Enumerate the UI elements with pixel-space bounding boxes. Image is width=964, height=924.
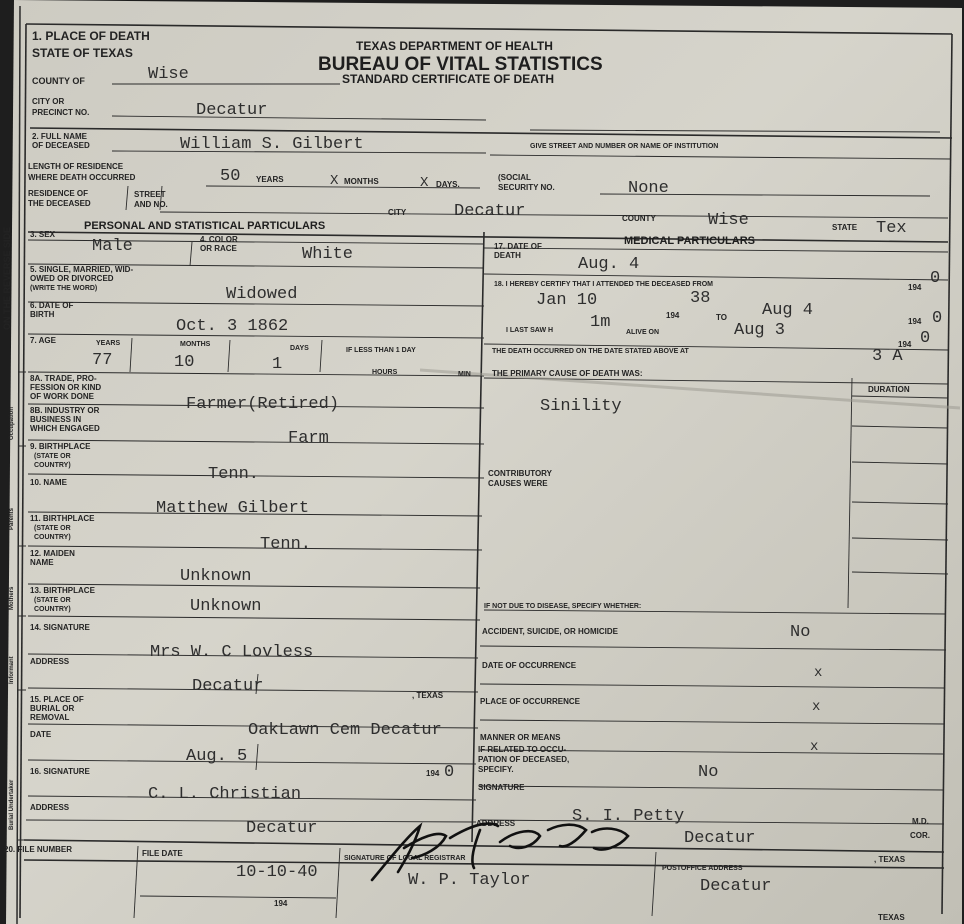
label-social-1: (SOCIAL — [498, 173, 531, 182]
label-primary-cause: THE PRIMARY CAUSE OF DEATH WAS: — [492, 369, 643, 378]
label-burial-1: 15. PLACE OF — [30, 695, 84, 704]
label-industry-3: WHICH ENGAGED — [30, 424, 100, 433]
label-place-of-death: 1. PLACE OF DEATH — [32, 29, 150, 43]
value-full-name: William S. Gilbert — [180, 135, 364, 154]
value-file-date: 10-10-40 — [236, 863, 318, 882]
label-length-res-1: LENGTH OF RESIDENCE — [28, 162, 124, 171]
value-social-security: None — [628, 179, 669, 198]
label-date: DATE — [30, 730, 52, 739]
heading-medical: MEDICAL PARTICULARS — [624, 235, 755, 247]
label-address: ADDRESS — [30, 657, 70, 666]
label-age-hours: HOURS — [372, 369, 398, 376]
label-contributory-2: CAUSES WERE — [488, 479, 548, 488]
label-duration: DURATION — [868, 385, 910, 394]
label-place-occurrence: PLACE OF OCCURRENCE — [480, 697, 581, 706]
label-marital-2: OWED OR DIVORCED — [30, 274, 114, 283]
label-to: TO — [716, 313, 727, 322]
label-related-2: PATION OF DECEASED, — [478, 755, 570, 764]
label-dod-2: DEATH — [494, 251, 521, 260]
label-maiden-1: 12. MAIDEN — [30, 549, 75, 558]
label-maiden-2: NAME — [30, 558, 54, 567]
label-related-3: SPECIFY. — [478, 765, 514, 774]
label-dob-2: BIRTH — [30, 310, 55, 319]
label-md: M.D. — [912, 817, 929, 826]
value-age-months: 10 — [174, 353, 195, 372]
label-postoffice: POSTOFFICE ADDRESS — [662, 865, 743, 872]
label-full-name-2: OF DECEASED — [32, 141, 90, 150]
label-industry-1: 8B. INDUSTRY OR — [30, 406, 100, 415]
label-texas-m: , TEXAS — [874, 855, 906, 864]
value-primary-cause: Sinility — [540, 397, 622, 416]
value-physician: S. I. Petty — [572, 807, 685, 826]
value-race: White — [302, 245, 354, 264]
label-date-occurrence: DATE OF OCCURRENCE — [482, 661, 577, 670]
label-father-bp-2: (STATE OR — [34, 525, 71, 532]
value-res-city: Decatur — [454, 202, 526, 221]
value-burial-date: Aug. 5 — [186, 747, 248, 766]
value-attended-from-year: 38 — [690, 289, 711, 308]
value-death-year: 0 — [930, 269, 941, 288]
label-age-days: DAYS — [290, 345, 309, 352]
value-last-saw: 1m — [590, 313, 611, 332]
label-contributory-1: CONTRIBUTORY — [488, 469, 552, 478]
label-address-2: ADDRESS — [30, 803, 70, 812]
label-state-of-texas: STATE OF TEXAS — [32, 46, 133, 60]
value-last-alive-year: 0 — [920, 329, 931, 348]
label-year-prefix-2: 194 — [666, 311, 680, 320]
label-accident: ACCIDENT, SUICIDE, OR HOMICIDE — [482, 627, 619, 636]
value-father-birthplace: Tenn. — [260, 535, 312, 554]
label-color-2: OR RACE — [200, 244, 237, 253]
label-county-of: COUNTY OF — [32, 76, 85, 86]
label-file-number: 20. FILE NUMBER — [4, 845, 73, 854]
label-signature-14: 14. SIGNATURE — [30, 623, 90, 632]
value-occupation: Farmer(Retired) — [186, 395, 340, 414]
value-birthplace: Tenn. — [208, 465, 260, 484]
value-county: Wise — [148, 65, 189, 84]
label-give-street: GIVE STREET AND NUMBER OR NAME OF INSTITUTION — [530, 143, 719, 150]
label-year-prefix-4: 194 — [898, 340, 912, 349]
label-file-year: 194 — [274, 899, 288, 908]
label-texas: , TEXAS — [412, 691, 444, 700]
label-birthplace-2: (STATE OR — [34, 453, 71, 460]
label-state: STATE — [832, 223, 858, 232]
value-res-county: Wise — [708, 211, 749, 230]
label-texas-f: TEXAS — [878, 913, 905, 922]
label-sig-registrar: SIGNATURE OF LOCAL REGISTRAR — [344, 855, 466, 862]
value-registrar: W. P. Taylor — [408, 871, 531, 890]
label-county: COUNTY — [622, 214, 656, 223]
value-attended-to-year: 0 — [932, 309, 943, 328]
value-last-alive: Aug 3 — [734, 321, 786, 340]
value-mother-birthplace: Unknown — [190, 597, 262, 616]
label-trade-2: FESSION OR KIND — [30, 383, 102, 392]
value-occ-manner: x — [810, 739, 819, 755]
bureau-heading: BUREAU OF VITAL STATISTICS — [318, 54, 603, 75]
label-signature-16: 16. SIGNATURE — [30, 767, 90, 776]
reverse-side-note: ON THE REVERSE SIDE — [2, 226, 12, 330]
label-year-prefix-1: 194 — [908, 283, 922, 292]
label-trade-3: OF WORK DONE — [30, 392, 94, 401]
value-sex: Male — [92, 237, 133, 256]
label-residence-1: RESIDENCE OF — [28, 189, 89, 198]
side-label-mothers: Mothers — [9, 586, 15, 610]
label-residence-2: THE DECEASED — [28, 199, 91, 208]
value-length-days: X — [420, 175, 429, 191]
value-occ-place: x — [812, 699, 821, 715]
label-birthplace-1: 9. BIRTHPLACE — [30, 442, 91, 451]
value-res-state: Tex — [876, 219, 907, 238]
label-age: 7. AGE — [30, 336, 56, 345]
value-attended-from: Jan 10 — [536, 291, 598, 310]
label-years: YEARS — [256, 175, 284, 184]
value-burial-place: OakLawn Cem Decatur — [248, 721, 442, 740]
label-length-res-2: WHERE DEATH OCCURRED — [28, 173, 136, 182]
value-accident: No — [790, 623, 811, 642]
label-street-2: AND NO. — [134, 200, 168, 209]
value-informant-address: Decatur — [192, 677, 264, 696]
label-not-disease: IF NOT DUE TO DISEASE, SPECIFY WHETHER: — [484, 603, 642, 610]
value-age-years: 77 — [92, 351, 113, 370]
label-signature-m: SIGNATURE — [478, 783, 525, 792]
value-city: Decatur — [196, 101, 268, 120]
side-label-occupation: Occupation — [9, 406, 15, 440]
value-death-date: Aug. 4 — [578, 255, 640, 274]
label-months: MONTHS — [344, 177, 379, 186]
label-year-prefix-burial: 194 — [426, 769, 440, 778]
label-days: DAYS. — [436, 180, 460, 189]
label-manner: MANNER OR MEANS — [480, 733, 561, 742]
dept-heading: TEXAS DEPARTMENT OF HEALTH — [356, 39, 553, 53]
label-social-2: SECURITY NO. — [498, 183, 555, 192]
value-occupational: No — [698, 763, 719, 782]
value-marital: Widowed — [226, 285, 298, 304]
value-registrar-address: Decatur — [700, 877, 772, 896]
label-mother-bp-3: COUNTRY) — [34, 606, 71, 613]
label-dob-1: 6. DATE OF — [30, 301, 74, 310]
value-occ-date: x — [814, 665, 823, 681]
label-age-months: MONTHS — [180, 341, 211, 348]
value-industry: Farm — [288, 429, 329, 448]
label-trade-1: 8A. TRADE, PRO- — [30, 374, 97, 383]
label-color-1: 4. COLOR — [200, 235, 238, 244]
value-length-months: X — [330, 173, 339, 189]
label-cor: COR. — [910, 831, 930, 840]
label-precinct: PRECINCT NO. — [32, 108, 90, 117]
value-undertaker: C. L. Christian — [148, 785, 302, 804]
certificate-subtitle: STANDARD CERTIFICATE OF DEATH — [342, 72, 554, 86]
side-label-burial: Burial Undertaker — [9, 779, 15, 830]
label-last-saw-1: I LAST SAW H — [506, 327, 554, 334]
label-address-m: ADDRESS — [476, 819, 516, 828]
label-father-name: 10. NAME — [30, 478, 67, 487]
value-burial-year: 0 — [444, 763, 455, 782]
value-physician-address: Decatur — [684, 829, 756, 848]
label-city-or: CITY OR — [32, 97, 65, 106]
label-marital-3: (WRITE THE WORD) — [30, 285, 98, 292]
value-age-days: 1 — [272, 355, 283, 374]
label-mother-bp-1: 13. BIRTHPLACE — [30, 586, 95, 595]
label-related-1: IF RELATED TO OCCU- — [478, 745, 567, 754]
label-dod-1: 17. DATE OF — [494, 242, 542, 251]
label-burial-2: BURIAL OR — [30, 704, 75, 713]
label-age-years: YEARS — [96, 340, 121, 347]
label-city: CITY — [388, 208, 407, 217]
label-age-less-day: IF LESS THAN 1 DAY — [346, 347, 416, 354]
value-attended-to: Aug 4 — [762, 301, 814, 320]
value-father-name: Matthew Gilbert — [156, 499, 310, 518]
label-full-name-1: 2. FULL NAME — [32, 132, 87, 141]
value-death-hour: 3 A — [872, 347, 903, 366]
value-undertaker-address: Decatur — [246, 819, 318, 838]
label-death-occurred: THE DEATH OCCURRED ON THE DATE STATED ABOVE AT — [492, 348, 689, 355]
label-burial-3: REMOVAL — [30, 713, 70, 722]
value-dob: Oct. 3 1862 — [176, 317, 289, 336]
heading-personal: PERSONAL AND STATISTICAL PARTICULARS — [84, 220, 326, 232]
label-father-bp-3: COUNTRY) — [34, 534, 71, 541]
label-mother-bp-2: (STATE OR — [34, 597, 71, 604]
value-informant: Mrs W. C Lovless — [150, 643, 314, 662]
label-father-bp-1: 11. BIRTHPLACE — [30, 514, 95, 523]
label-last-saw-2: ALIVE ON — [626, 329, 660, 336]
value-mother-maiden: Unknown — [180, 567, 252, 586]
label-age-min: MIN — [458, 371, 471, 378]
label-birthplace-3: COUNTRY) — [34, 462, 71, 469]
label-street-1: STREET — [134, 190, 166, 199]
label-sex: 3. SEX — [30, 230, 55, 239]
label-industry-2: BUSINESS IN — [30, 415, 82, 424]
label-year-prefix-3: 194 — [908, 317, 922, 326]
label-marital-1: 5. SINGLE, MARRIED, WID- — [30, 265, 134, 274]
side-label-parents: Parents — [9, 507, 15, 530]
label-certify: 18. I HEREBY CERTIFY THAT I ATTENDED THE DECEASED FROM — [494, 281, 713, 288]
label-file-date: FILE DATE — [142, 849, 183, 858]
value-length-years: 50 — [220, 167, 241, 186]
side-label-informant: Informant — [9, 656, 15, 684]
